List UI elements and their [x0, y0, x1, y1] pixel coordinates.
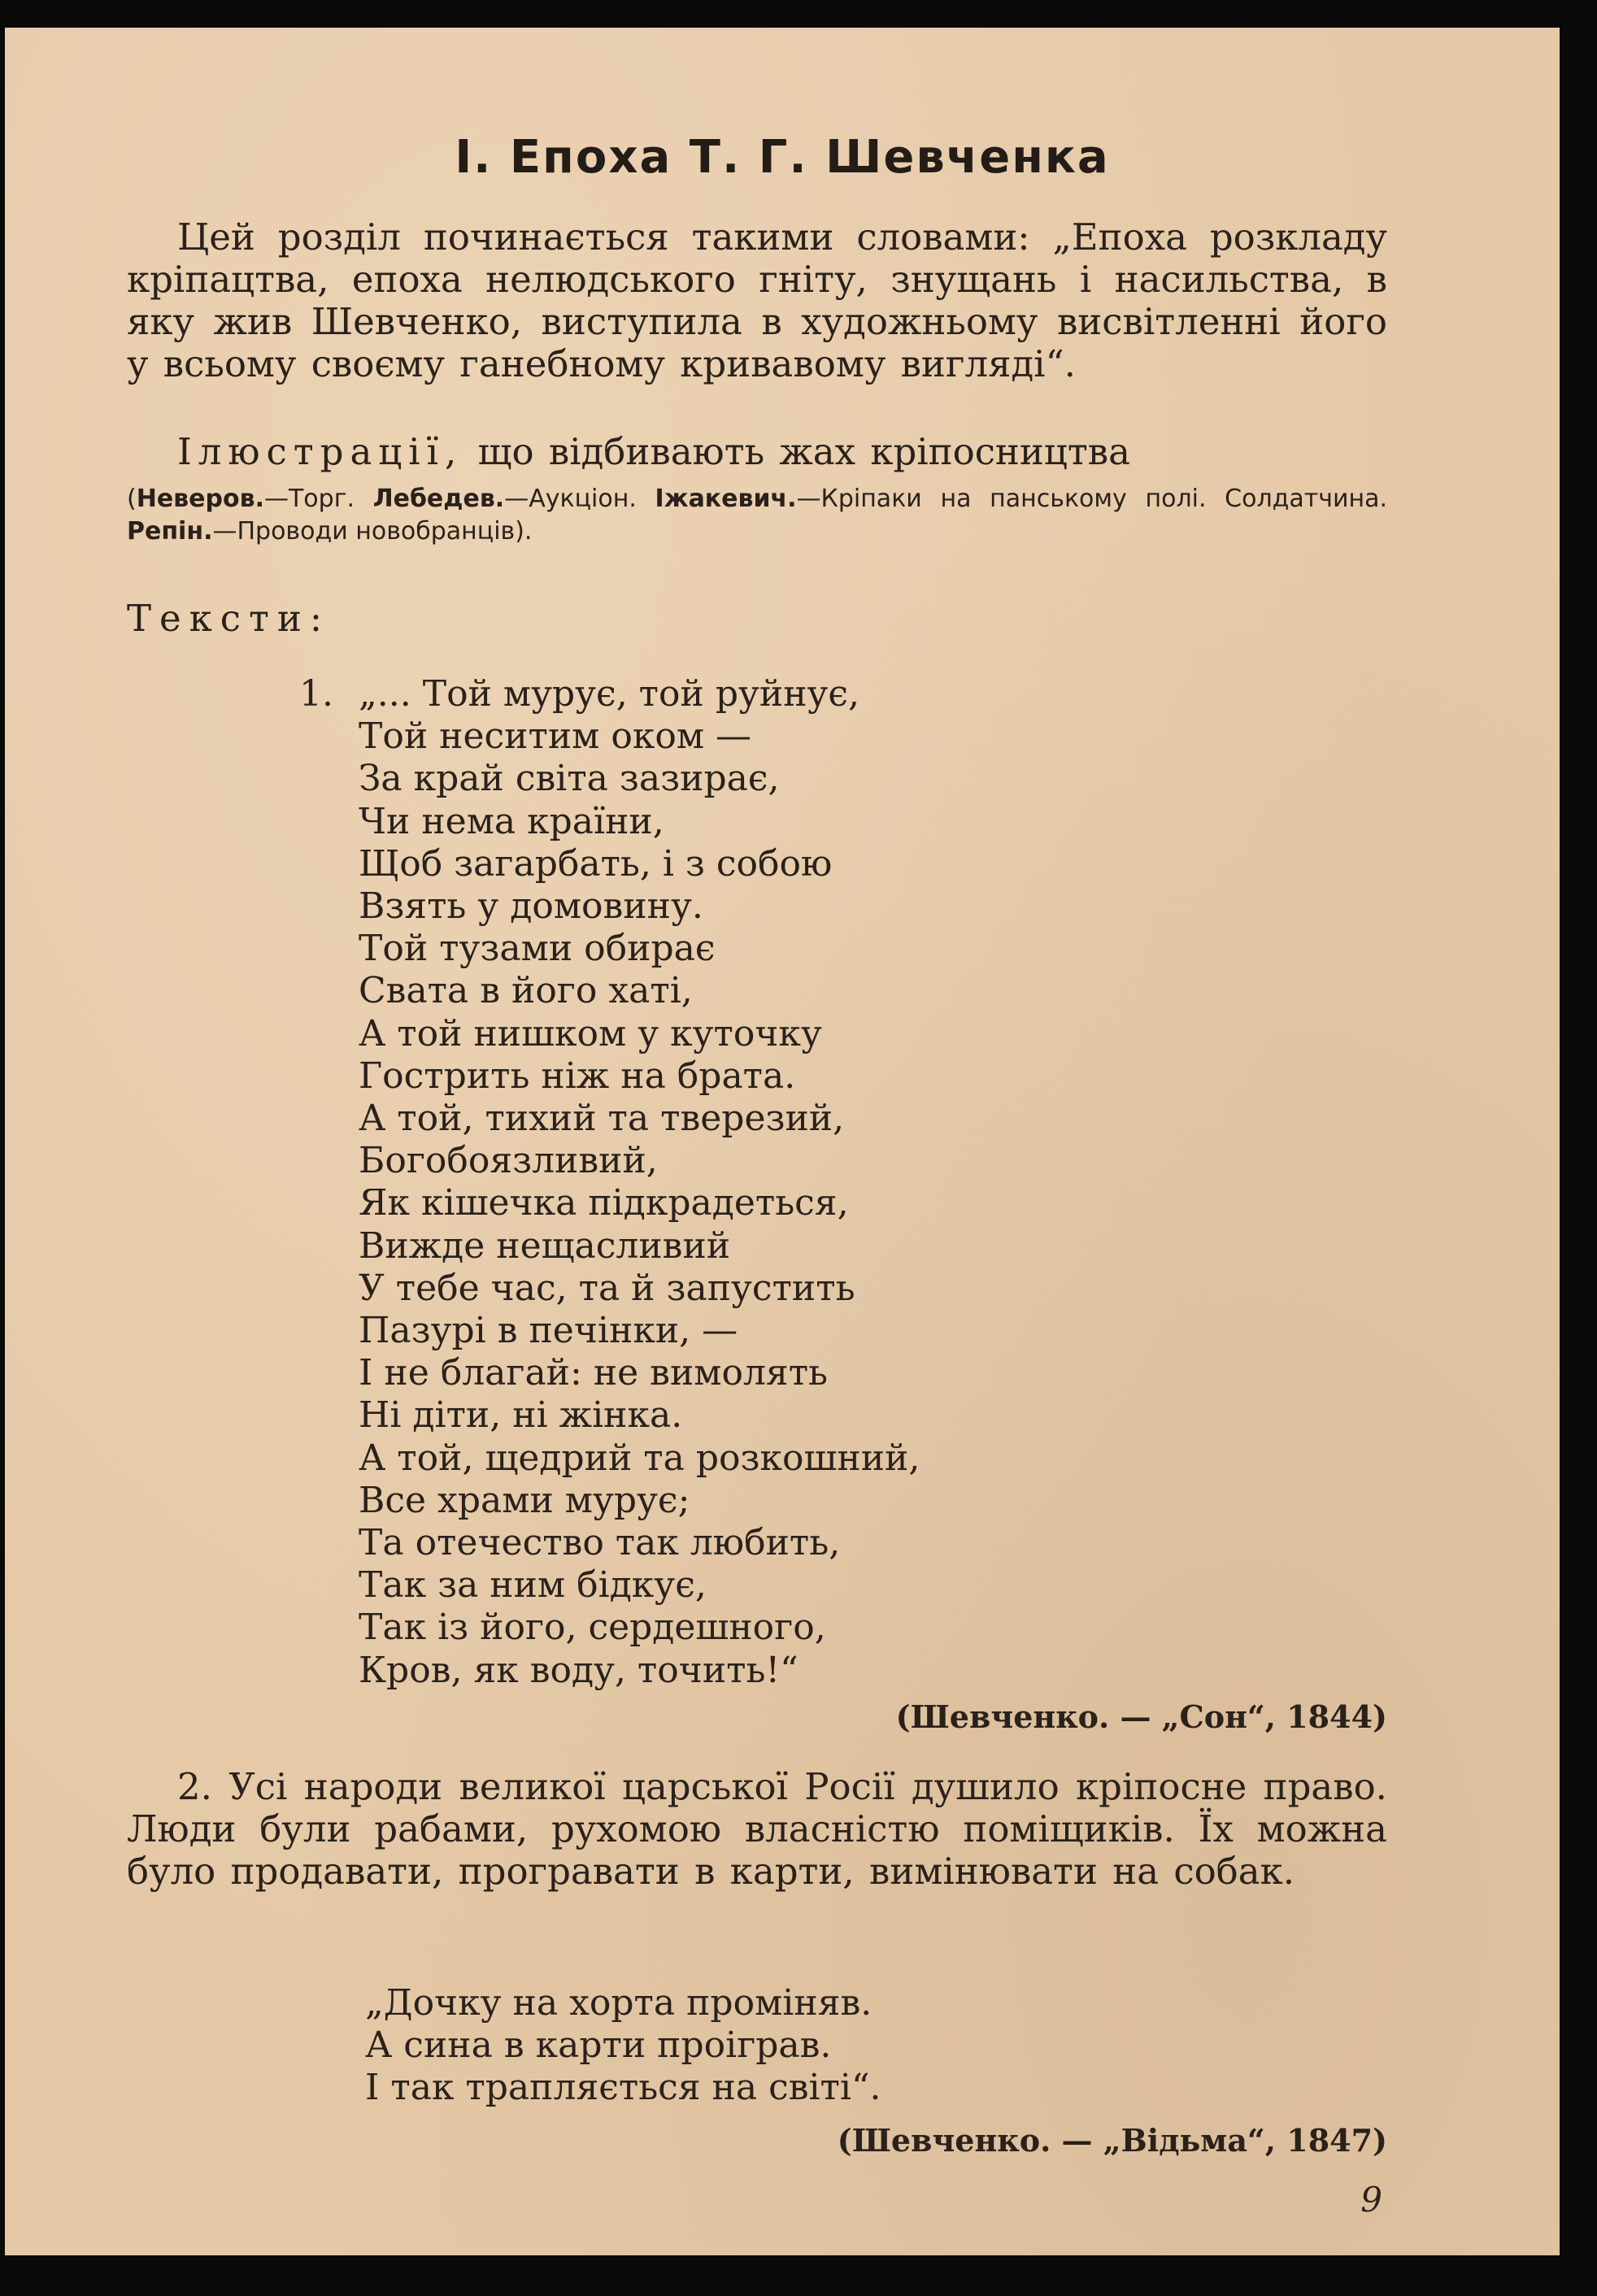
poem-line: Як кішечка підкрадеться,: [359, 1182, 849, 1224]
book-page: [5, 28, 1560, 2255]
poem-1: [359, 673, 920, 1692]
poem-line: Щоб загарбать, і з собою: [359, 842, 833, 885]
chapter-title: I. Епоха Т. Г. Шевченка: [455, 131, 1110, 184]
illustrations-label: Ілюстрації,: [177, 430, 463, 473]
poem-1-number: 1.: [299, 673, 333, 715]
poem-line: Богобоязливий,: [359, 1140, 658, 1182]
poem-line: А сина в карти проіграв.: [365, 2024, 832, 2067]
poem-line: А той, тихий та тверезий,: [359, 1098, 845, 1140]
poem-line: Все храми мурує;: [359, 1479, 690, 1521]
work-kripaky: —Кріпаки на панському полі. Солдатчина.: [796, 485, 1387, 513]
illustrations-text: що відбивають жах кріпосництва: [477, 430, 1130, 473]
work-provody: —Проводи новобранців).: [212, 517, 533, 546]
work-torh: —Торг.: [263, 485, 373, 513]
poem-line: За край світа зазирає,: [359, 758, 780, 800]
artist-lebedev: Лебедев.: [372, 485, 505, 513]
poem-line: Кров, як воду, точить!“: [359, 1649, 798, 1691]
poem-1-attribution: (Шевченко. — „Сон“, 1844): [895, 1698, 1387, 1735]
illustrations-line: [127, 431, 1387, 473]
poem-2-attribution: (Шевченко. — „Відьма“, 1847): [837, 2122, 1387, 2159]
texts-heading: Тексти:: [127, 597, 331, 640]
poem-line: „Дочку на хорта проміняв.: [365, 1982, 872, 2024]
poem-line: Той тузами обирає: [359, 928, 716, 970]
artist-neverov: Неверов.: [136, 485, 264, 513]
poem-line: Гострить ніж на брата.: [359, 1055, 796, 1097]
page-number: 9: [1360, 2180, 1382, 2220]
poem-2: [365, 1982, 881, 2110]
poem-line: Чи нема країни,: [359, 800, 664, 842]
poem-line: І так трапляється на світі“.: [365, 2067, 881, 2109]
artist-repin: Репін.: [127, 517, 213, 546]
intro-paragraph: [127, 216, 1387, 385]
poem-line: Пазурі в печінки, —: [359, 1310, 738, 1352]
artist-izhakevych: Іжакевич.: [655, 485, 797, 513]
intro-text: Цей розділ починається такими словами: „Епоха розкладу кріпацтва, епоха нелюдського гніту, знущань і насильства, в яку жив Шевченко, виступила в художньому висвітленні його у всьому своєму ганебному кривавому вигляді“.: [127, 215, 1387, 385]
poem-line: „... Той мурує, той руйнує,: [359, 673, 860, 715]
poem-line: І не благай: не вимолять: [359, 1352, 828, 1394]
work-auktsion: —Аукціон.: [504, 485, 655, 513]
poem-line: Ні діти, ні жінка.: [359, 1394, 683, 1437]
poem-line: Свата в його хаті,: [359, 970, 693, 1012]
poem-line: Так за ним бідкує,: [359, 1564, 707, 1607]
poem-line: Та отечество так любить,: [359, 1522, 841, 1564]
note-open-paren: (: [127, 485, 137, 513]
paragraph-2: [127, 1766, 1387, 1893]
poem-line: Взять у домовину.: [359, 885, 703, 928]
poem-line: Вижде нещасливий: [359, 1224, 731, 1267]
poem-line: У тебе час, та й запустить: [359, 1267, 855, 1309]
poem-line: Той неситим оком —: [359, 715, 752, 758]
poem-line: А той нишком у куточку: [359, 1012, 822, 1055]
poem-line: Так із його, сердешного,: [359, 1607, 826, 1649]
paragraph-2-text: 2. Усі народи великої царської Росії душило кріпосне право. Люди були рабами, рухомою власністю поміщиків. Їх можна було продавати, програвати в карти, вимінювати на собак.: [127, 1765, 1387, 1893]
illustrations-note: [127, 483, 1387, 548]
poem-line: А той, щедрий та розкошний,: [359, 1437, 920, 1479]
